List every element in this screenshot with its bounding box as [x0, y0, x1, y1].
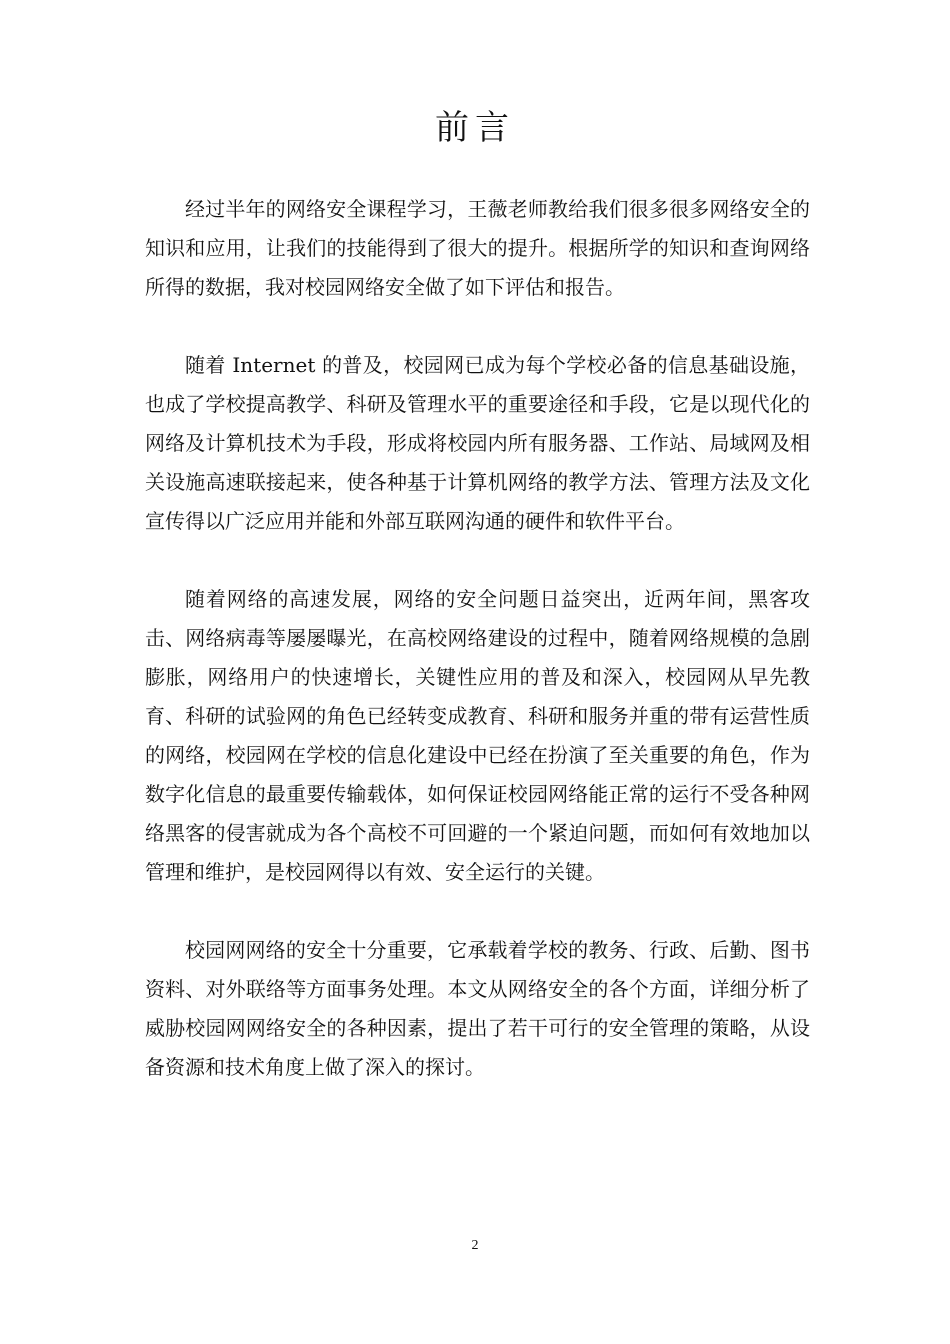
paragraph-2: 随着 Internet 的普及，校园网已成为每个学校必备的信息基础设施，也成了学校提高教学、科研及管理水平的重要途径和手段，它是以现代化的网络及计算机技术为手段，形成将校园内所有服务器、工作站、局域网及相关设施高速联接起来，使各种基于计算机网络的教学方法、管理方法及文化宣传得以广泛应用并能和外部互联网沟通的硬件和软件平台。 [145, 353, 810, 533]
paragraph-1: 经过半年的网络安全课程学习，王薇老师教给我们很多很多网络安全的知识和应用，让我们的技能得到了很大的提升。根据所学的知识和查询网络所得的数据，我对校园网络安全做了如下评估和报告。 [145, 197, 810, 299]
body-text [145, 190, 810, 1126]
paragraph-3: 随着网络的高速发展，网络的安全问题日益突出，近两年间，黑客攻击、网络病毒等屡屡曝光，在高校网络建设的过程中，随着网络规模的急剧膨胀，网络用户的快速增长，关键性应用的普及和深入，校园网从早先教育、科研的试验网的角色已经转变成教育、科研和服务并重的带有运营性质的网络，校园网在学校的信息化建设中已经在扮演了至关重要的角色，作为数字化信息的最重要传输载体，如何保证校园网络能正常的运行不受各种网络黑客的侵害就成为各个高校不可回避的一个紧迫问题，而如何有效地加以管理和维护，是校园网得以有效、安全运行的关键。 [145, 587, 810, 884]
paragraph-4: 校园网网络的安全十分重要，它承载着学校的教务、行政、后勤、图书资料、对外联络等方面事务处理。本文从网络安全的各个方面，详细分析了威胁校园网网络安全的各种因素，提出了若干可行的安全管理的策略，从设备资源和技术角度上做了深入的探讨。 [145, 938, 810, 1079]
page-title: 前言 [435, 108, 515, 148]
page-number: 2 [471, 1238, 479, 1253]
